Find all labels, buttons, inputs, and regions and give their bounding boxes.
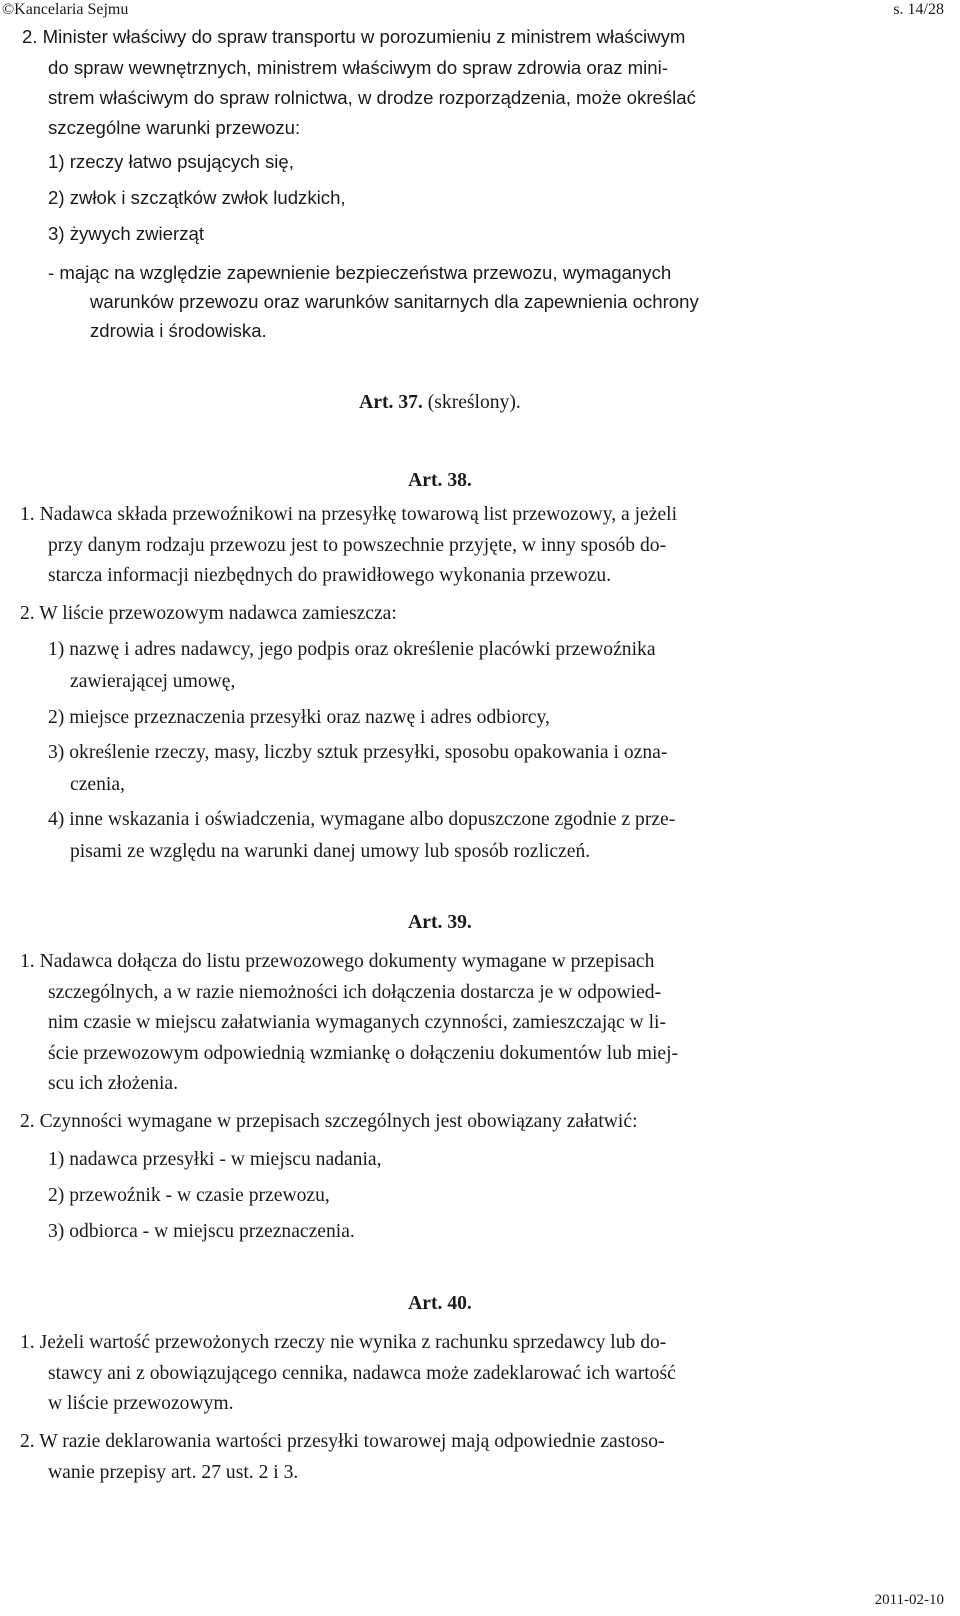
art36-ust2-line: szczególne warunki przewozu: — [48, 117, 301, 138]
art38-item: 4) inne wskazania i oświadczenia, wymagane albo dopuszczone zgodnie z prze- — [48, 809, 676, 830]
art36-tail-line: - mając na względzie zapewnienie bezpieczeństwa przewozu, wymaganych — [48, 262, 672, 283]
art36-tail-line: zdrowia i środowiska. — [90, 320, 267, 341]
art39-ust1-line: nim czasie w miejscu załatwiania wymaganych czynności, zamieszczając w li- — [48, 1012, 667, 1033]
art37-status: (skreślony). — [427, 392, 521, 413]
art38-item: 3) określenie rzeczy, masy, liczby sztuk przesyłki, sposobu opakowania i ozna- — [48, 742, 668, 763]
art36-tail-line: warunków przewozu oraz warunków sanitarnych dla zapewnienia ochrony — [90, 291, 699, 312]
art36-item: 1) rzeczy łatwo psujących się, — [48, 151, 294, 172]
art39-ust1-line: ście przewozowym odpowiednią wzmiankę o dołączeniu dokumentów lub miej- — [48, 1043, 679, 1064]
art38-item-cont: czenia, — [70, 774, 125, 795]
art36-ust2-line: 2. Minister właściwy do spraw transportu w porozumieniu z ministrem właściwym — [22, 26, 686, 47]
page-number: s. 14/28 — [893, 1, 944, 18]
art38-item-cont: zawierającej umowę, — [70, 671, 236, 692]
art37-title: Art. 37. — [359, 392, 423, 413]
footer-date: 2011-02-10 — [874, 1592, 944, 1608]
art37-heading — [0, 392, 880, 414]
art40-ust1-line: 1. Jeżeli wartość przewożonych rzeczy nie wynika z rachunku sprzedawcy lub do- — [20, 1332, 667, 1353]
art38-item-cont: pisami ze względu na warunki danej umowy lub sposób rozliczeń. — [70, 841, 591, 862]
art36-ust2-line: strem właściwym do spraw rolnictwa, w drodze rozporządzenia, może określać — [48, 87, 696, 108]
art38-ust1-line: starcza informacji niezbędnych do prawidłowego wykonania przewozu. — [48, 565, 612, 586]
header-source: ©Kancelaria Sejmu — [2, 1, 129, 18]
art39-ust1-line: scu ich złożenia. — [48, 1073, 179, 1094]
art39-ust1-line: 1. Nadawca dołącza do listu przewozowego dokumenty wymagane w przepisach — [20, 951, 655, 972]
art40-ust2-line: wanie przepisy art. 27 ust. 2 i 3. — [48, 1462, 299, 1483]
art40-ust2-line: 2. W razie deklarowania wartości przesyłki towarowej mają odpowiednie zastoso- — [20, 1431, 665, 1452]
art39-item: 1) nadawca przesyłki - w miejscu nadania, — [48, 1149, 382, 1170]
art39-title: Art. 39. — [408, 912, 472, 933]
art38-ust1-line: 1. Nadawca składa przewoźnikowi na przesyłkę towarową list przewozowy, a jeżeli — [20, 504, 678, 525]
art40-ust1-line: stawcy ani z obowiązującego cennika, nadawca może zadeklarować ich wartość — [48, 1363, 676, 1384]
art40-title: Art. 40. — [408, 1293, 472, 1314]
art39-item: 2) przewoźnik - w czasie przewozu, — [48, 1185, 330, 1206]
art36-item: 2) zwłok i szczątków zwłok ludzkich, — [48, 187, 346, 208]
art38-title: Art. 38. — [408, 470, 472, 491]
art36-ust2-line: do spraw wewnętrznych, ministrem właściwym do spraw zdrowia oraz mini- — [48, 57, 668, 78]
art39-ust1-line: szczególnych, a w razie niemożności ich dołączenia dostarcza je w odpowied- — [48, 982, 662, 1003]
art38-item: 2) miejsce przeznaczenia przesyłki oraz nazwę i adres odbiorcy, — [48, 707, 550, 728]
art38-ust1-line: przy danym rodzaju przewozu jest to powszechnie przyjęte, w inny sposób do- — [48, 535, 667, 556]
art39-ust2: 2. Czynności wymagane w przepisach szczególnych jest obowiązany załatwić: — [20, 1111, 638, 1132]
art38-item: 1) nazwę i adres nadawcy, jego podpis oraz określenie placówki przewoźnika — [48, 639, 656, 660]
art38-ust2: 2. W liście przewozowym nadawca zamieszcza: — [20, 603, 397, 624]
art36-item: 3) żywych zwierząt — [48, 223, 205, 244]
art39-item: 3) odbiorca - w miejscu przeznaczenia. — [48, 1221, 355, 1242]
art40-ust1-line: w liście przewozowym. — [48, 1393, 234, 1414]
